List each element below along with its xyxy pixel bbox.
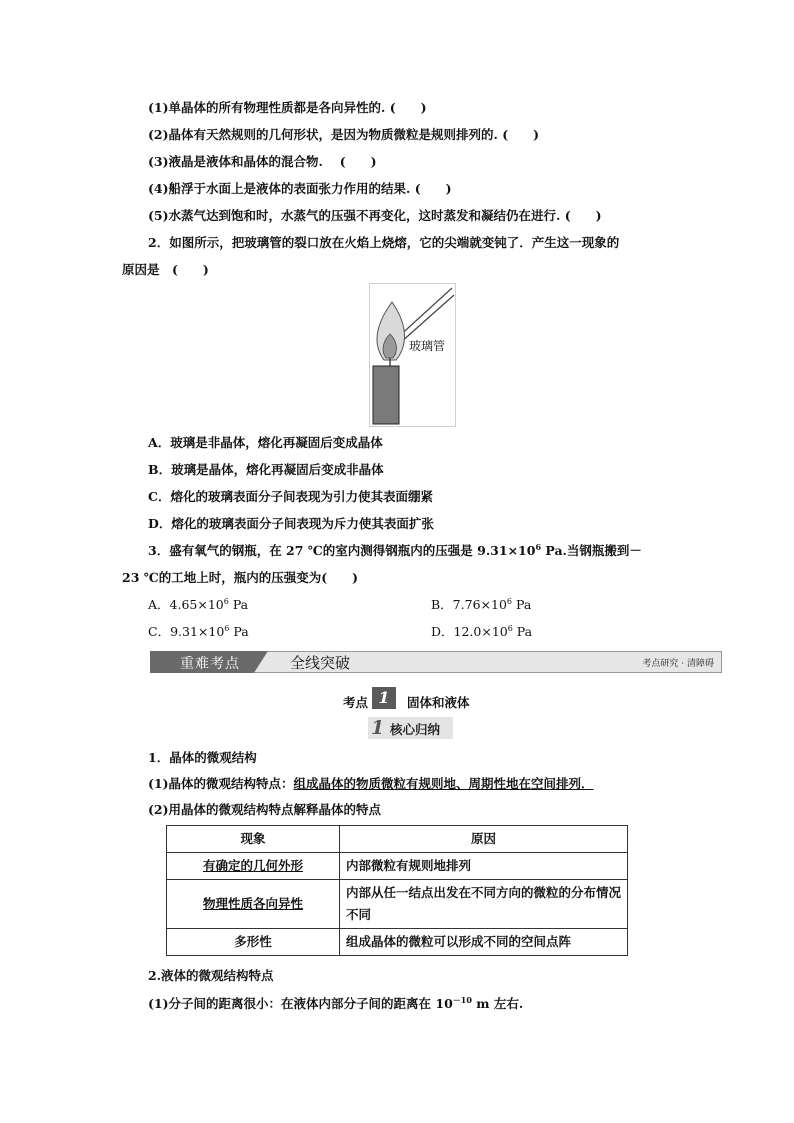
paragraph-structure-prefix: (1)晶体的微观结构特点：: [148, 776, 294, 791]
q3-option-a-exp: 6: [223, 596, 229, 606]
table-cell-reason: 内部从任一结点出发在不同方向的微粒的分布情况不同: [340, 880, 628, 929]
q3-option-c-base: C．9.31×10: [148, 624, 225, 639]
paragraph-distance-text: (1)分子间的距离很小：在液体内部分子间的距离在 10: [148, 996, 453, 1011]
figure-label-glass-tube: 玻璃管: [409, 339, 446, 353]
q1-item-3: (3)液晶是液体和晶体的混合物. ( ): [148, 154, 377, 169]
glass-tube-lower-edge: [400, 295, 454, 343]
q3-option-d-base: D．12.0×10: [431, 624, 508, 639]
table-header-phenomenon: 现象: [167, 826, 340, 853]
paragraph-distance-exponent: －10: [452, 994, 472, 1005]
crystal-table: [166, 825, 628, 956]
paragraph-explain: (2)用晶体的微观结构特点解释晶体的特点: [148, 802, 382, 817]
banner-right-caption: 考点研究 · 清障碍: [642, 659, 714, 669]
section-number-badge: 1: [372, 687, 396, 709]
table-header-row: [167, 826, 628, 853]
q2-option-c: C．熔化的玻璃表面分子间表现为引力使其表面绷紧: [148, 489, 433, 504]
table-row: [167, 929, 628, 956]
q3-stem-text: 3．盛有氧气的钢瓶，在 27 ℃的室内测得钢瓶内的压强是 9.31×10: [148, 543, 536, 558]
q3-stem-tail: Pa.当钢瓶搬到－: [541, 543, 642, 558]
section-banner: [150, 650, 722, 674]
q2-option-a: A．玻璃是非晶体，熔化再凝固后变成晶体: [148, 435, 383, 450]
paragraph-structure-underlined: 组成晶体的物质微粒有规则地、周期性地在空间排列．: [293, 776, 594, 791]
q2-option-b: B．玻璃是晶体，熔化再凝固后变成非晶体: [148, 462, 384, 477]
q3-option-c: [148, 624, 249, 640]
q3-option-a-unit: Pa: [228, 597, 249, 612]
table-row: [167, 853, 628, 880]
q3-option-b: [431, 597, 531, 613]
section-prefix: 考点: [343, 695, 369, 710]
q3-option-b-exp: 6: [506, 596, 512, 606]
core-number: 1: [371, 717, 385, 739]
q3-option-d-exp: 6: [507, 623, 513, 633]
table-header-reason: 原因: [340, 826, 628, 853]
paragraph-molecular-distance: [148, 996, 523, 1012]
table-cell-reason: 组成晶体的微粒可以形成不同的空间点阵: [340, 929, 628, 956]
heading-crystal-structure: 1．晶体的微观结构: [148, 750, 257, 765]
q1-item-4: (4)船浮于水面上是液体的表面张力作用的结果. ( ): [148, 181, 452, 196]
q1-item-2: (2)晶体有天然规则的几何形状，是因为物质微粒是规则排列的. ( ): [148, 127, 540, 142]
q3-option-d: [431, 624, 532, 640]
banner-main-title: 重难考点: [180, 656, 240, 672]
paragraph-structure-feature: [148, 776, 594, 792]
core-summary-label: [368, 717, 453, 739]
q2-stem-line1: 2．如图所示，把玻璃管的裂口放在火焰上烧熔，它的尖端就变钝了．产生这一现象的: [148, 235, 620, 250]
paragraph-distance-tail: m 左右.: [471, 996, 524, 1011]
table-cell-reason: 内部微粒有规则地排列: [340, 853, 628, 880]
section-title: 固体和液体: [407, 695, 470, 710]
core-text: 核心归纳: [390, 722, 441, 737]
table-cell-phenomenon-text: 有确定的几何外形: [202, 858, 303, 873]
q2-stem-line2: 原因是 ( ): [122, 262, 209, 277]
heading-liquid-structure: 2.液体的微观结构特点: [148, 968, 274, 983]
candle-body: [373, 366, 399, 424]
table-cell-phenomenon: 多形性: [167, 929, 340, 956]
q3-option-a: [148, 597, 248, 613]
q3-option-d-unit: Pa: [512, 624, 533, 639]
q3-stem-line2: 23 ℃的工地上时，瓶内的压强变为( ): [122, 570, 359, 585]
q2-option-d: D．熔化的玻璃表面分子间表现为斥力使其表面扩张: [148, 516, 434, 531]
q3-option-b-base: B．7.76×10: [431, 597, 507, 612]
q1-item-1: (1)单晶体的所有物理性质都是各向异性的. ( ): [148, 100, 427, 115]
q3-option-c-unit: Pa: [229, 624, 249, 639]
flame-tube-figure: [369, 283, 456, 427]
q3-option-b-unit: Pa: [512, 597, 532, 612]
table-row: [167, 880, 628, 929]
q3-stem-line1: [148, 543, 642, 559]
candle-flame-illustration: [370, 284, 455, 426]
q3-stem-exponent: 6: [535, 541, 542, 552]
q3-option-a-base: A．4.65×10: [148, 597, 224, 612]
table-cell-phenomenon-text: 物理性质各向异性: [202, 896, 303, 911]
table-cell-phenomenon: [167, 880, 340, 929]
banner-subtitle: 全线突破: [290, 654, 351, 672]
table-cell-phenomenon: [167, 853, 340, 880]
q1-item-5: (5)水蒸气达到饱和时，水蒸气的压强不再变化，这时蒸发和凝结仍在进行. ( ): [148, 208, 602, 223]
q3-option-c-exp: 6: [224, 623, 230, 633]
